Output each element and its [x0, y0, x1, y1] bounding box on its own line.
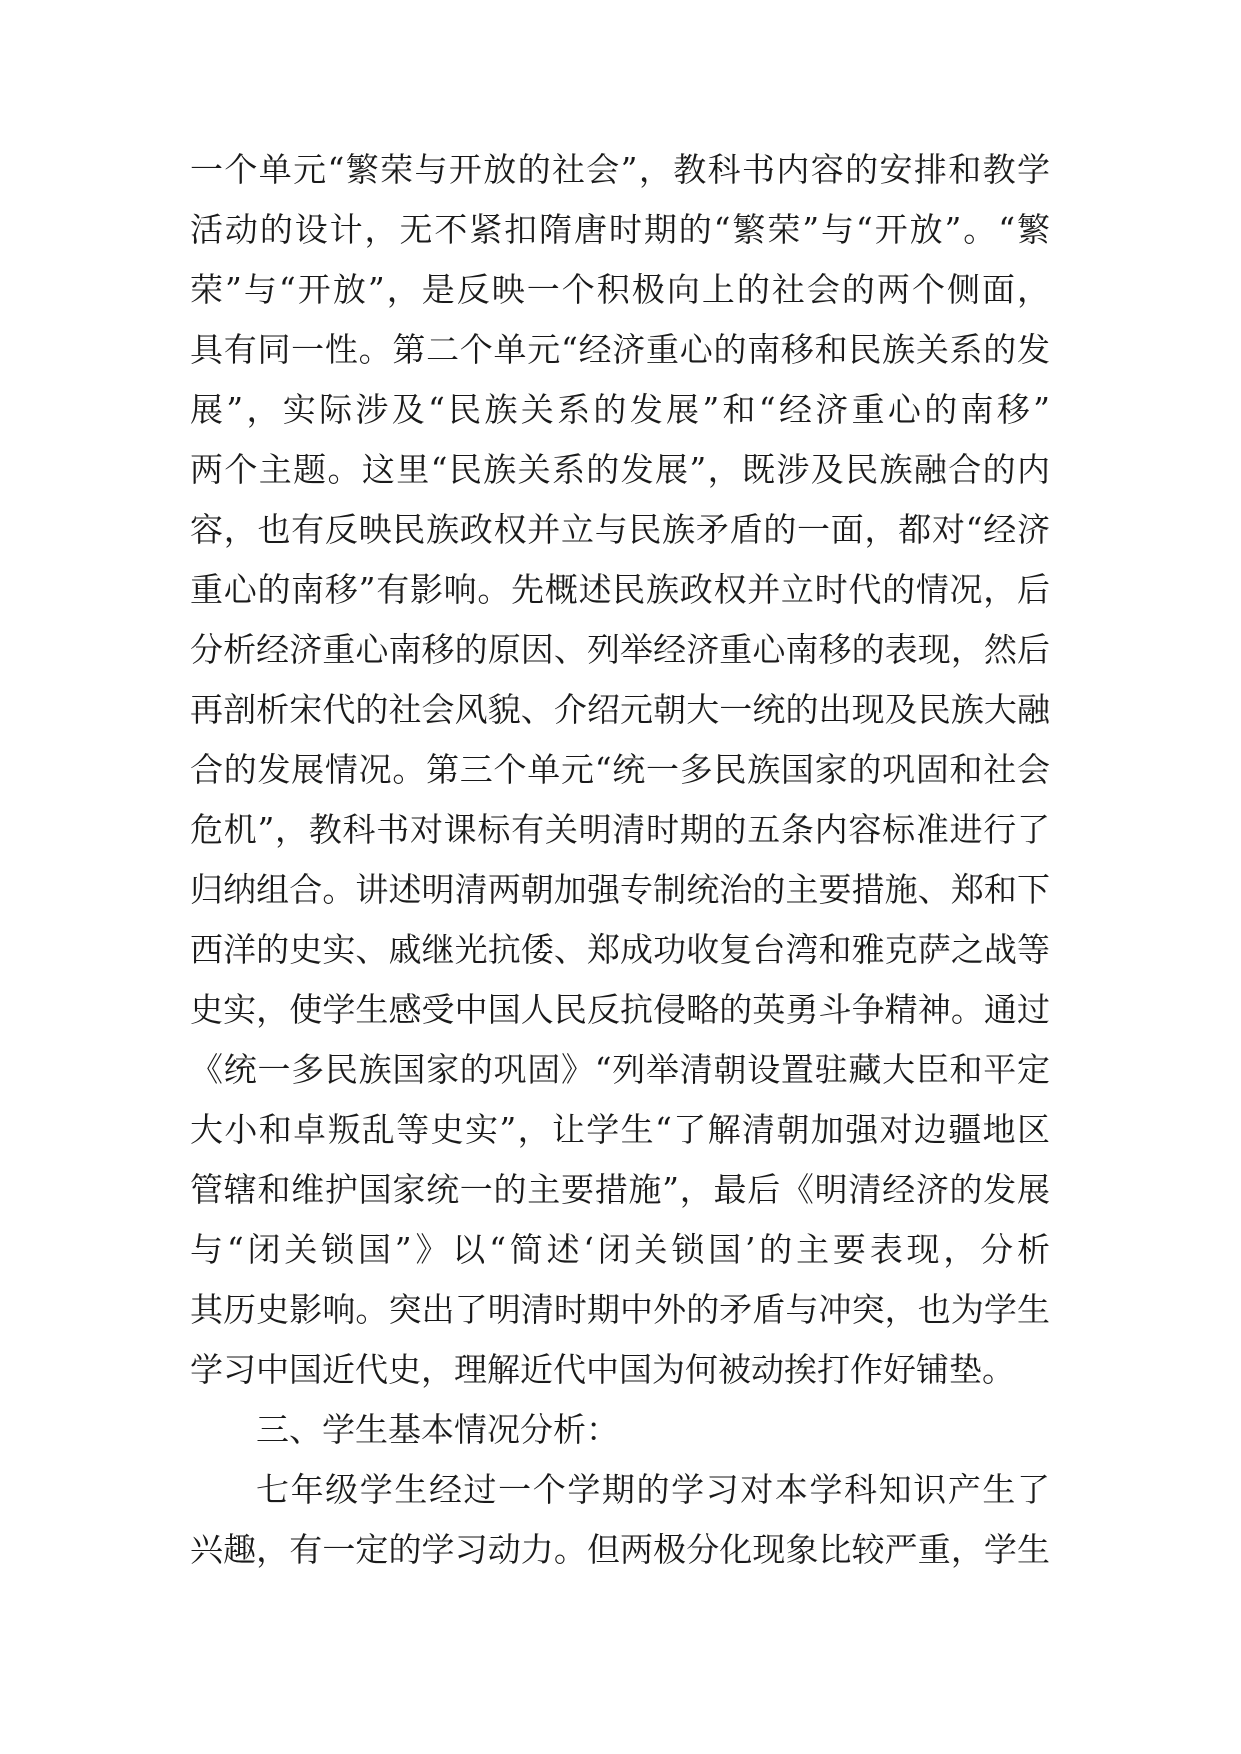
section-heading: 三、学生基本情况分析：	[256, 1410, 619, 1449]
text-line: 管辖和维护国家统一的主要措施”，最后《明清经济的发展	[190, 1170, 1050, 1209]
text-line: 兴趣，有一定的学习动力。但两极分化现象比较严重，学生	[190, 1530, 1050, 1569]
text-line: 归纳组合。讲述明清两朝加强专制统治的主要措施、郑和下	[190, 870, 1050, 909]
text-line: 危机”，教科书对课标有关明清时期的五条内容标准进行了	[190, 810, 1050, 849]
text-line: 活动的设计，无不紧扣隋唐时期的“繁荣”与“开放”。“繁	[190, 210, 1050, 249]
text-line: 《统一多民族国家的巩固》“列举清朝设置驻藏大臣和平定	[190, 1050, 1050, 1089]
text-line: 其历史影响。突出了明清时期中外的矛盾与冲突，也为学生	[190, 1290, 1050, 1329]
text-line: 具有同一性。第二个单元“经济重心的南移和民族关系的发	[190, 330, 1050, 369]
text-line: 学习中国近代史，理解近代中国为何被动挨打作好铺垫。	[190, 1350, 1015, 1389]
text-line: 展”，实际涉及“民族关系的发展”和“经济重心的南移”	[190, 390, 1050, 429]
text-line: 西洋的史实、戚继光抗倭、郑成功收复台湾和雅克萨之战等	[190, 930, 1050, 969]
text-line: 合的发展情况。第三个单元“统一多民族国家的巩固和社会	[190, 750, 1050, 789]
text-line: 再剖析宋代的社会风貌、介绍元朝大一统的出现及民族大融	[190, 690, 1050, 729]
text-line: 七年级学生经过一个学期的学习对本学科知识产生了	[256, 1470, 1050, 1509]
text-line: 重心的南移”有影响。先概述民族政权并立时代的情况，后	[190, 570, 1050, 609]
text-line: 荣”与“开放”，是反映一个积极向上的社会的两个侧面，	[190, 270, 1050, 309]
text-line: 史实，使学生感受中国人民反抗侵略的英勇斗争精神。通过	[190, 990, 1050, 1029]
text-line: 一个单元“繁荣与开放的社会”，教科书内容的安排和教学	[190, 150, 1050, 189]
text-line: 分析经济重心南移的原因、列举经济重心南移的表现，然后	[190, 630, 1050, 669]
text-line: 两个主题。这里“民族关系的发展”，既涉及民族融合的内	[190, 450, 1050, 489]
text-line: 大小和卓叛乱等史实”，让学生“了解清朝加强对边疆地区	[190, 1110, 1050, 1149]
text-line: 容，也有反映民族政权并立与民族矛盾的一面，都对“经济	[190, 510, 1050, 549]
text-line: 与“闭关锁国”》以“简述‘闭关锁国’的主要表现，分析	[190, 1230, 1050, 1269]
